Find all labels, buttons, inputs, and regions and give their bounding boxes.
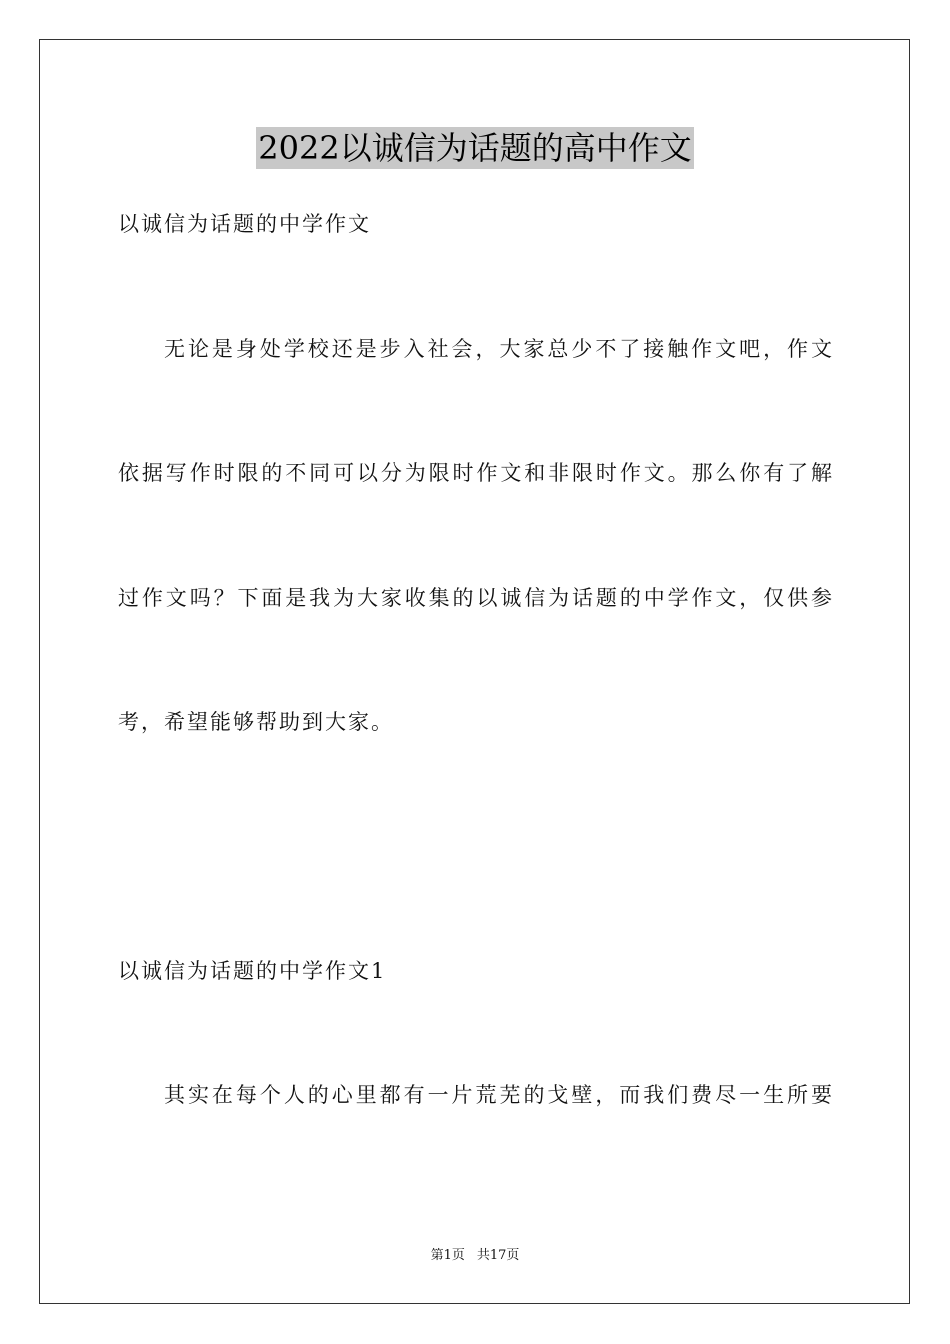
page-total: 共17页 [476,1248,520,1263]
page-number: 第1页 [430,1248,465,1263]
intro-line-3: 过作文吗？下面是我为大家收集的以诚信为话题的中学作文，仅供参 [118,586,832,610]
title-container [0,127,950,169]
intro-line-1: 无论是身处学校还是步入社会，大家总少不了接触作文吧，作文 [164,337,832,361]
section-line-1: 其实在每个人的心里都有一片荒芜的戈壁，而我们费尽一生所要 [164,1083,832,1107]
document-subtitle: 以诚信为话题的中学作文 [118,212,371,236]
intro-line-2: 依据写作时限的不同可以分为限时作文和非限时作文。那么你有了解 [118,461,832,485]
intro-line-4: 考，希望能够帮助到大家。 [118,710,394,734]
section-heading: 以诚信为话题的中学作文1 [118,959,387,983]
page-footer [0,1247,950,1265]
document-title: 2022以诚信为话题的高中作文 [258,129,692,167]
